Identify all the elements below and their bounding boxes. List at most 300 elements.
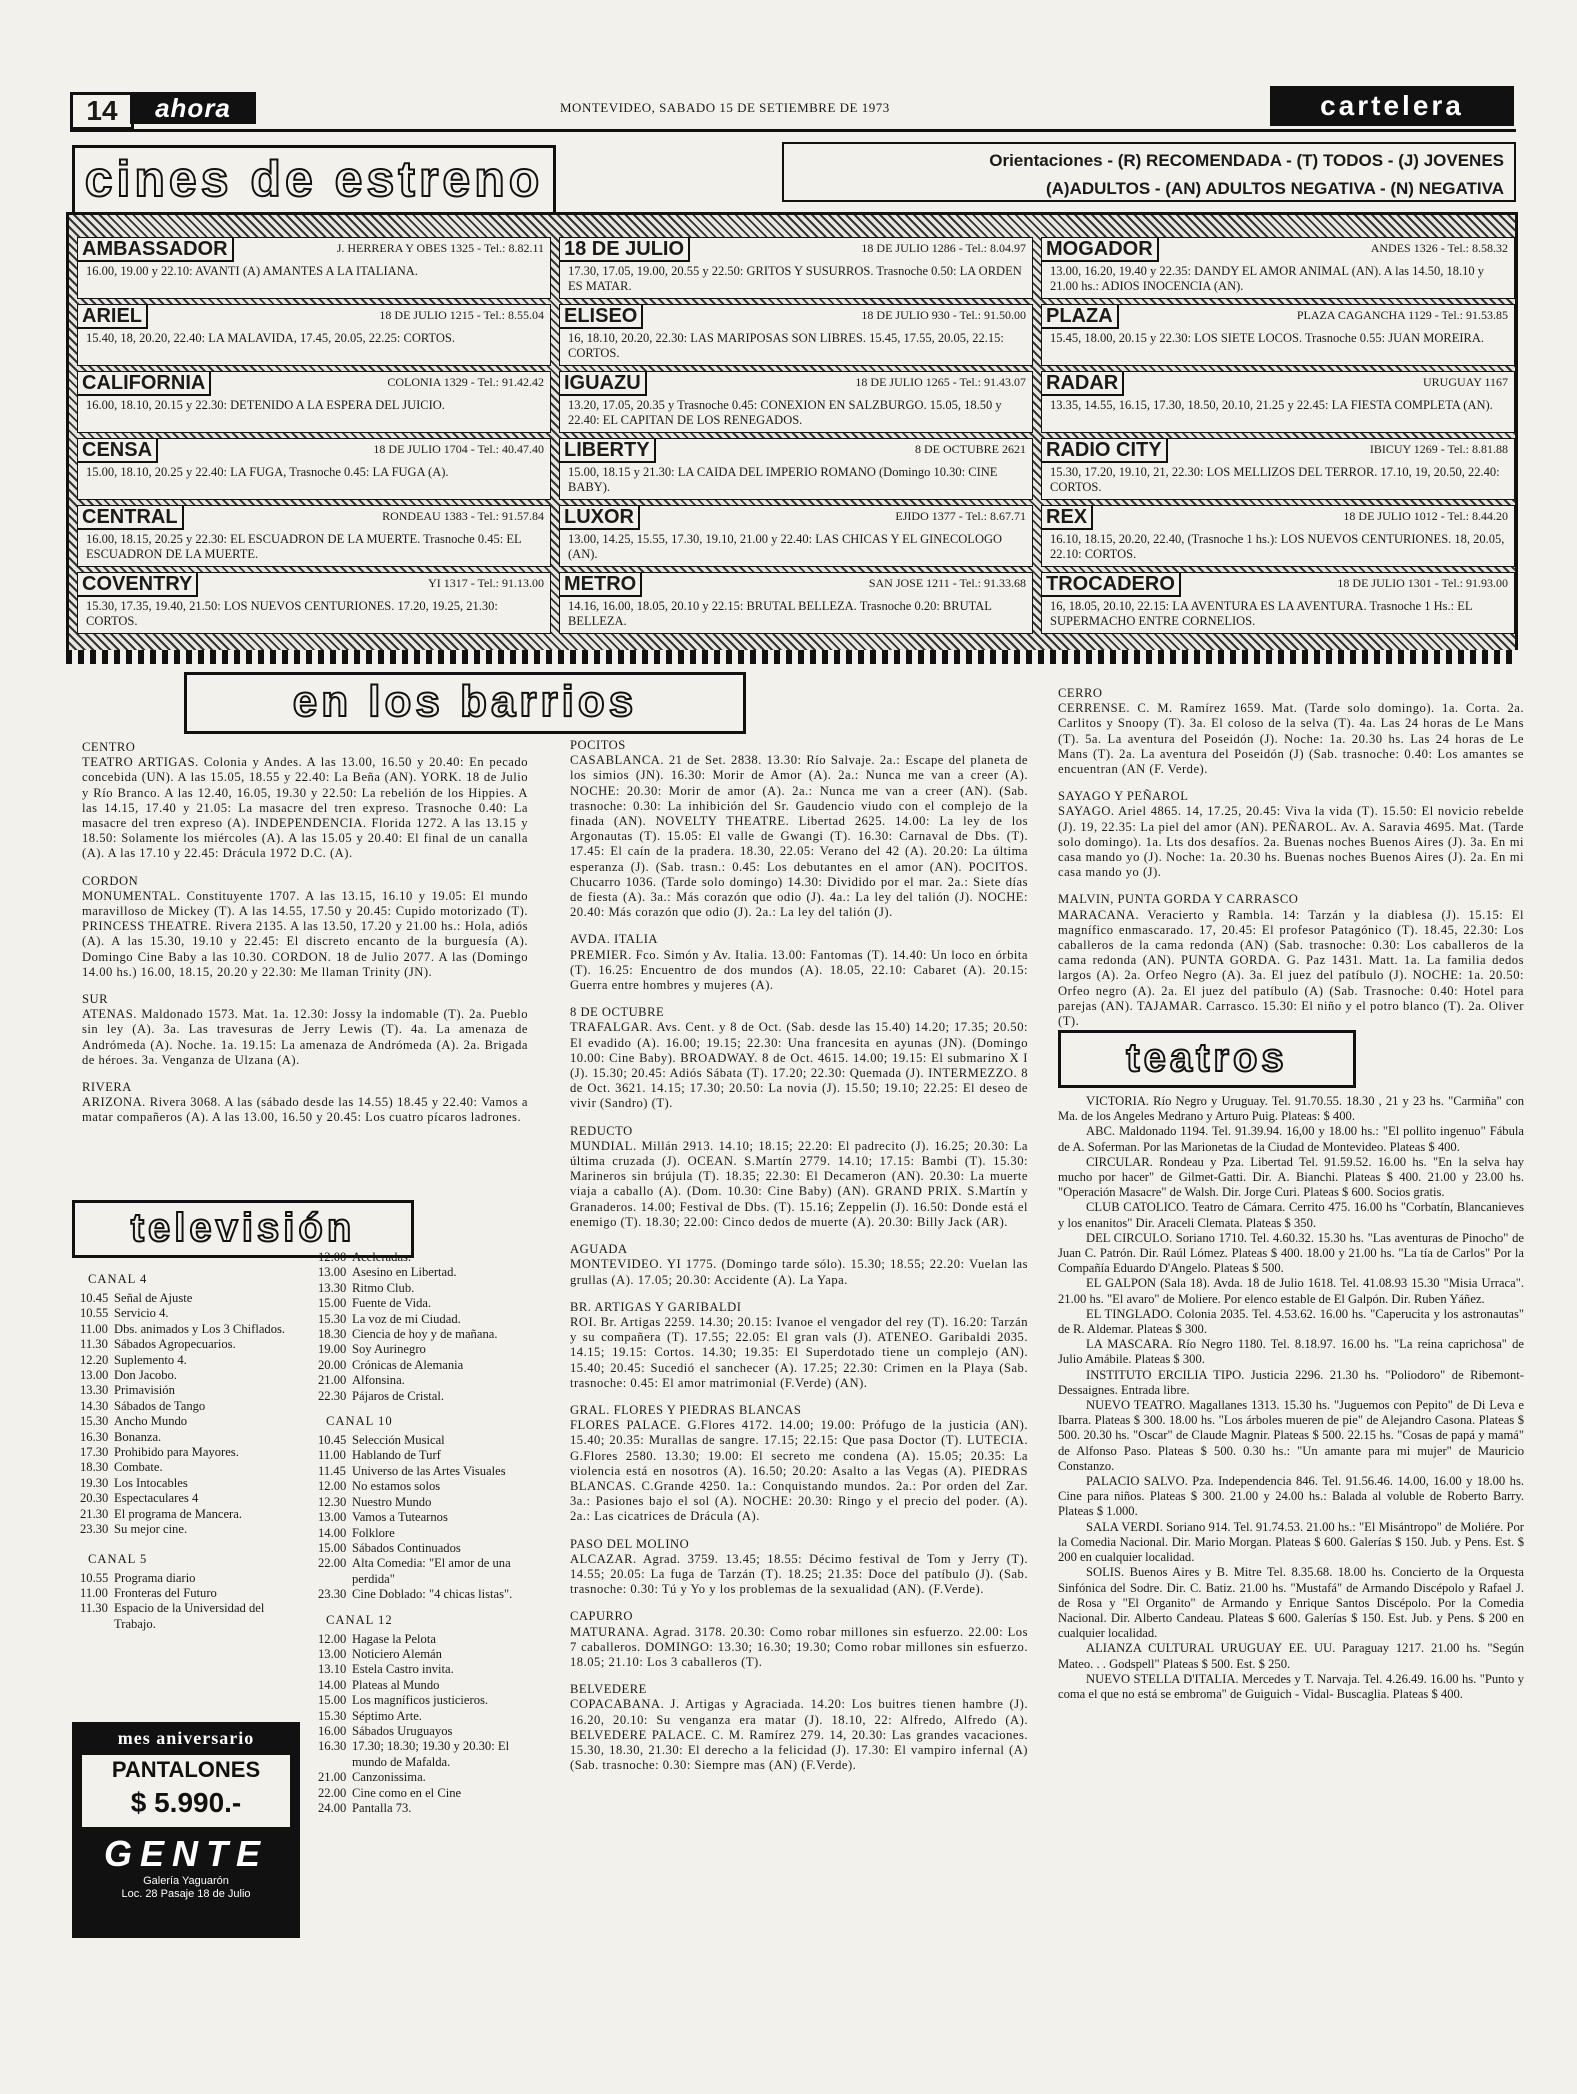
barrio-listings: ROI. Br. Artigas 2259. 14.30; 20.15: Ivanoe el vengador del rey (T). 16.20: Tarzán y su compañera (T). 17.55; 22.05: El gran vals (J). ATENEO. Garibaldi 2035. 14.15; 19.15: Cortos. 14.30; 19.35: El Superdotado tiene un complejo (AN). 15.40; 20.45: Sucedió el sanchecer (A). 17.25; 22.30: Crimen en la Playa (Sab. trasnoche: 0.45: El amor matrimonial (F.Verde) (AN). xyxy=(570,1314,1028,1390)
cines-title: cines de estreno xyxy=(72,145,556,215)
tv-time: 13.00 xyxy=(318,1646,347,1661)
teatro-listing: SOLIS. Buenos Aires y B. Mitre Tel. 8.35.68. 18.00 hs. Concierto de la Orquesta Sinfónica del Sodre. Dir. C. Batiz. 21.00 hs. "Mustafá" de Armando Discépolo y Rafael J. de Rosa y "El Organito" de Armando y Enrique Santos Discépolo. Por la Comedia Nacional. Dir. Alberto Candeau. Plateas $ 600. Galerías $ 150. Est. Jub. y Pens. $ 200 en cualquier localidad. xyxy=(1058,1565,1524,1641)
tv-time: 11.00 xyxy=(80,1321,108,1336)
page-number: 14 xyxy=(70,92,134,130)
cinema-name: 18 DE JULIO xyxy=(560,238,690,262)
tv-program xyxy=(80,1291,300,1306)
tv-title: Ancho Mundo xyxy=(114,1414,188,1429)
tv-program xyxy=(80,1337,300,1352)
canal10-title: CANAL 10 xyxy=(326,1414,393,1429)
tv-time: 20.00 xyxy=(318,1357,347,1372)
tv-time: 12.00 xyxy=(318,1250,347,1264)
teatro-listing: SALA VERDI. Soriano 914. Tel. 91.74.53. 21.00 hs.: "El Misántropo" de Moliére. Por la Comedia Nacional. Dir. Mario Morgan. Plateas $ 600. Galerías $ 150. Jub. y Pens. Est. $ 200 en cualquier localidad. xyxy=(1058,1519,1524,1565)
tv-title: Dbs. animados y Los 3 Chiflados. xyxy=(114,1321,286,1336)
barrio-listings: CERRENSE. C. M. Ramírez 1659. Mat. (Tarde solo domingo). 1a. Corta. 2a. Carlitos y Snoopy (T). 3a. El coloso de la selva (T). 4a. Las 24 horas de Le Mans (T). 5a. La aventura del Poseidón (J). Noche: 1a. 20.30 hs. Las 24 horas de Le Mans (T). 2a. La aventura del Poseidón (J) (Sab. trasnoche: 0.40: Los amantes se encuentran (AN (F. Verde). xyxy=(1058,701,1524,777)
cinema-name: PLAZA xyxy=(1042,305,1119,329)
cinema-listing xyxy=(559,371,1033,433)
cinema-listing xyxy=(1041,237,1515,299)
tv-title: Séptimo Arte. xyxy=(352,1708,422,1723)
tv-title: Crónicas de Alemania xyxy=(352,1357,464,1372)
teatro-listing: CIRCULAR. Rondeau y Pza. Libertad Tel. 91.59.52. 16.00 hs. "En la selva hay mucho por hacer" de Gilmet-Gatti. Dir. A. Bianchi. Plateas $ 400. 21.00 y 23.00 hs. "Operación Masacre" de Walsh. Dir. Jorge Curi. Plateas $ 600. Socios gratis. xyxy=(1058,1154,1524,1200)
barrio-section xyxy=(82,740,528,862)
cinema-address: URUGUAY 1167 xyxy=(1422,375,1508,389)
tv-column-1 xyxy=(80,1262,300,1632)
barrio-listings: MATURANA. Agrad. 3178. 20.30: Como robar millones sin esfuerzo. 22.00: Los 7 caballeros. DOMINGO: 13.30; 16.30; 19.30; Como robar millones sin esfuerzo. 18.05; 21.10: Los 3 caballeros (T). xyxy=(570,1624,1028,1669)
tv-program xyxy=(318,1632,524,1647)
cinema-name: IGUAZU xyxy=(560,372,647,396)
cinema-listing xyxy=(559,237,1033,299)
barrio-heading: CAPURRO xyxy=(570,1609,633,1624)
cinema-name: LUXOR xyxy=(560,506,640,530)
barrio-listings: MARACANA. Veracierto y Rambla. 14: Tarzán y la diablesa (J). 15.15: El magnífico enmascarado. 17, 20.45: El profesor Patagónico (T). 18.45, 22.30: Los caballeros de la cama redonda (AN) (Sab. trasnoche: 0.30: Los caballeros de la cama redonda (AN). PUNTA GORDA. G. Paz 1431. Matt. 1a. La familia dedos largos (A). 2a. Orfeo Negro (A). 3a. El juez del patíbulo (J). NOCHE: 1a. 20.50: Orfeo negro (A). 2a. El juez del patíbulo (A) (Sab. Trasnoche: 0.40: Hotel para parejas (AN). TAJAMAR. Carrasco. 15.30: El niño y el potro blanco (T). 2a. Oliver (T). xyxy=(1058,907,1524,1029)
barrio-heading: BR. ARTIGAS Y GARIBALDI xyxy=(570,1299,742,1314)
tv-title: La voz de mi Ciudad. xyxy=(352,1311,461,1326)
tv-title: No estamos solos xyxy=(352,1479,441,1494)
tv-program xyxy=(318,1448,524,1463)
tv-program xyxy=(80,1399,300,1414)
barrio-listings: TRAFALGAR. Avs. Cent. y 8 de Oct. (Sab. desde las 15.40) 14.20; 17.35; 20.50: El evadido (A). 16.00; 19.15; 22.30: Una francesita en ayunas (JN). (Domingo 10.00: Cine Baby). BROADWAY. 8 de Oct. 4615. 14.00; 19.15: El submarino X I (J). 15.30; 20.45: Adiós Sábata (T). 17.20; 22.30: Quemada (J). INTERMEZZO. 8 de Oct. 3621. 14.15; 17.30; 20.50: La novia (J). 15.50; 19.10; 22.25: El deseo de vivir (Sandro) (T). xyxy=(570,1020,1028,1111)
cinema-name: LIBERTY xyxy=(560,439,656,463)
tv-program xyxy=(318,1373,524,1388)
tv-title: Combate. xyxy=(114,1460,163,1475)
cinema-name: CENTRAL xyxy=(78,506,184,530)
canal5-title: CANAL 5 xyxy=(88,1551,148,1566)
tv-program xyxy=(80,1460,300,1475)
barrio-heading: 8 DE OCTUBRE xyxy=(570,1005,665,1020)
tv-program xyxy=(80,1601,300,1632)
tv-program xyxy=(318,1265,524,1280)
cinema-listing xyxy=(77,304,551,366)
dateline: MONTEVIDEO, SABADO 15 DE SETIEMBRE DE 1973 xyxy=(560,100,890,115)
barrio-section xyxy=(570,1300,1028,1391)
cinema-address: RONDEAU 1383 - Tel.: 91.57.84 xyxy=(382,509,544,523)
tv-program xyxy=(318,1709,524,1724)
barrio-section xyxy=(82,874,528,980)
tv-program xyxy=(318,1662,524,1677)
tv-title: Sábados de Tango xyxy=(114,1398,206,1413)
canal10-list xyxy=(318,1433,524,1602)
cinema-showtimes: 15.30, 17.20, 19.10, 21, 22.30: LOS MELLIZOS DEL TERROR. 17.10, 19, 20.50, 22.40: CORTOS. xyxy=(1050,465,1500,494)
barrio-section xyxy=(570,932,1028,993)
tv-time: 12.00 xyxy=(318,1631,347,1646)
cinema-address: 18 DE JULIO 1704 - Tel.: 40.47.40 xyxy=(373,442,544,456)
tv-program xyxy=(80,1522,300,1537)
barrio-heading: PASO DEL MOLINO xyxy=(570,1536,690,1551)
tv-program xyxy=(80,1353,300,1368)
ad-price: $ 5.990.- xyxy=(130,1787,242,1818)
cinema-address: COLONIA 1329 - Tel.: 91.42.42 xyxy=(387,375,544,389)
cinema-listing xyxy=(559,304,1033,366)
orientaciones-line1: Orientaciones - (R) RECOMENDADA - (T) TODOS - (J) JOVENES xyxy=(989,151,1504,170)
barrio-listings: MONUMENTAL. Constituyente 1707. A las 13.15, 16.10 y 19.05: El mundo maravilloso de Mickey (T). A las 14.55, 17.50 y 20.45: Cupido motorizado (T). PRINCESS THEATRE. Rivera 2135. A las 13.50, 17.20 y 21.00 hs.: Hola, adiós (A). A las 15.30, 19.10 y 22.45: El discreto encanto de la burguesía (A). Domingo Cine Baby a las 10.30. CORDON. 18 de Julio 2077. A las (Domingo 14.00 hs.) 16.00, 18.15, 20.20 y 22.30: Me llaman Trinity (JN). xyxy=(82,888,528,979)
cinema-showtimes: 13.20, 17.05, 20.35 y Trasnoche 0.45: CONEXION EN SALZBURGO. 15.05, 18.50 y 22.40: EL CAPITAN DE LOS RENEGADOS. xyxy=(568,398,1002,427)
tv-time: 21.30 xyxy=(80,1506,109,1521)
tv-program xyxy=(318,1693,524,1708)
barrio-section xyxy=(1058,892,1524,1029)
tv-time: 13.00 xyxy=(80,1368,109,1383)
tv-program xyxy=(318,1678,524,1693)
tv-program xyxy=(80,1507,300,1522)
cinema-showtimes: 16.00, 18.10, 20.15 y 22.30: DETENIDO A LA ESPERA DEL JUICIO. xyxy=(86,398,445,412)
tv-time: 19.00 xyxy=(318,1342,347,1357)
tv-time: 10.55 xyxy=(80,1306,109,1321)
cinema-address: PLAZA CAGANCHA 1129 - Tel.: 91.53.85 xyxy=(1296,308,1508,322)
teatro-listing: NUEVO TEATRO. Magallanes 1313. 15.30 hs. "Juguemos con Pepito" de Di Leva e Ibarra. Plateas $ 300. 18.00 hs. "Los árboles mueren de pie" de Alejandro Casona. Plateas $ 500. 20.30 hs. "Oscar" de Claude Magnir. Plateas $ 500. 22.15 hs. "Cosas de papá y mamá" de Alfonso Paso. Plateas $ 500. 0.30 hs.: "Un amante para mi mujer" de Mauricio Constanzo. xyxy=(1058,1398,1524,1473)
tv-program xyxy=(318,1647,524,1662)
ad-brand: GENTE xyxy=(103,1833,268,1874)
tv-title: Suplemento 4. xyxy=(114,1352,187,1367)
barrio-listings: ATENAS. Maldonado 1573. Mat. 1a. 12.30: Jossy la indomable (T). 2a. Pueblo sin ley (A). 3a. Las travesuras de Jerry Lewis (T). 4a. La amenaza de Andrómeda (A). Noche. 1a. 19.15: La amenaza de Andrómeda (A). 2a. Brigada de héroes. 3a. Venganza de Ulzana (A). xyxy=(82,1007,528,1067)
tv-title: Soy Aurinegro xyxy=(352,1342,426,1357)
canal4-list xyxy=(80,1291,300,1538)
teatro-listing: ABC. Maldonado 1194. Tel. 91.39.94. 16,00 y 18.00 hs.: "El pollito ingenuo" Fábula de A. Soferman. Por las Marionetas de la Ciudad de Montevideo. Plateas $ 400. xyxy=(1058,1124,1524,1154)
canal4-title: CANAL 4 xyxy=(88,1272,148,1286)
cinema-listing xyxy=(77,371,551,433)
cinema-name: RADIO CITY xyxy=(1042,439,1168,463)
cinema-showtimes: 16, 18.05, 20.10, 22.15: LA AVENTURA ES LA AVENTURA. Trasnoche 1 Hs.: EL SUPERMACHO ENTRE CORNELIOS. xyxy=(1050,599,1473,628)
tv-program xyxy=(318,1312,524,1327)
barrio-section xyxy=(570,1124,1028,1230)
tv-title: 17.30; 18.30; 19.30 y 20.30: El mundo de Mafalda. xyxy=(352,1739,510,1769)
barrio-section xyxy=(570,1242,1028,1288)
cinema-listing xyxy=(559,572,1033,634)
barrio-section xyxy=(82,1080,528,1126)
tv-time: 13.00 xyxy=(318,1265,347,1280)
tv-program xyxy=(80,1306,300,1321)
barrio-heading: MALVIN, PUNTA GORDA Y CARRASCO xyxy=(1058,892,1299,907)
tv-program xyxy=(318,1801,524,1816)
tv-title: Señal de Ajuste xyxy=(114,1291,193,1305)
tv-title: Aceleradas. xyxy=(352,1250,412,1264)
tv-title: Espacio de la Universidad del Trabajo. xyxy=(114,1601,265,1631)
tv-time: 15.00 xyxy=(318,1540,347,1555)
tv-program xyxy=(318,1770,524,1785)
tv-time: 17.30 xyxy=(80,1445,109,1460)
tv-program xyxy=(318,1342,524,1357)
cinema-name: ELISEO xyxy=(560,305,643,329)
tv-title: Prohibido para Mayores. xyxy=(114,1445,239,1460)
tv-program xyxy=(80,1383,300,1398)
tv-program xyxy=(80,1430,300,1445)
teatro-listing: CLUB CATOLICO. Teatro de Cámara. Cerrito 475. 16.00 hs "Corbatín, Blancanieves y los enanitos" Dir. Araceli Clemata. Plateas $ 350. xyxy=(1058,1200,1524,1230)
newspaper-brand: ahora xyxy=(130,92,256,124)
tv-time: 22.30 xyxy=(318,1388,347,1403)
tv-title: Estela Castro invita. xyxy=(352,1662,454,1677)
tv-time: 12.20 xyxy=(80,1352,109,1367)
canal12-list xyxy=(318,1632,524,1817)
tv-time: 14.00 xyxy=(318,1525,347,1540)
teatros-list xyxy=(1058,1094,1524,1702)
barrio-listings: TEATRO ARTIGAS. Colonia y Andes. A las 13.00, 16.50 y 20.40: En pecado concebida (UN). A las 15.05, 18.55 y 22.40: La Beña (AN). YORK. 18 de Julio y Río Branco. A las 12.40, 16.05, 19.30 y 22.50: La rebelión de los Hippies. A las 14.15, 17.40 y 21.05: La masacre del tren expreso. Trasnoche 0.40: La masacre del tren expreso (A). INDEPENDENCIA. Florida 1272. A las 13.15 y 18.50: Solamente los miércoles (A). A las 15.05 y 20.40: El final de un canalla (A). A las 17.10 y 22.45: Drácula 1972 D.C. (A). xyxy=(82,755,528,861)
tv-program xyxy=(318,1495,524,1510)
section-title: cartelera xyxy=(1270,86,1514,126)
tv-time: 20.30 xyxy=(80,1491,109,1506)
barrio-listings: MONTEVIDEO. YI 1775. (Domingo tarde sólo). 15.30; 18.55; 22.20: Vuelan las grullas (A). 17.05; 20.30: Accidente (A). La Yapa. xyxy=(570,1257,1028,1287)
tv-time: 12.30 xyxy=(318,1494,347,1509)
barrio-heading: BELVEDERE xyxy=(570,1682,647,1697)
barrios-title: en los barrios xyxy=(184,672,746,734)
tv-program xyxy=(318,1556,524,1587)
tv-title: Fuente de Vida. xyxy=(352,1296,432,1311)
tv-time: 21.00 xyxy=(318,1770,347,1785)
cinema-showtimes: 13.00, 16.20, 19.40 y 22.35: DANDY EL AMOR ANIMAL (AN). A las 14.50, 18.10 y 21.00 hs.: ADIOS INOCENCIA (AN). xyxy=(1050,264,1485,293)
tv-time: 15.00 xyxy=(318,1693,347,1708)
barrio-listings: FLORES PALACE. G.Flores 4172. 14.00; 19.00: Prófugo de la justicia (AN). 15.40; 20.35: Murallas de sangre. 17.15; 22.15: Que pasa Doctor (T). LUTECIA. G.Flores 2580. 13.30; 19.00: El secreto me condena (A). 15.05; 20.35: La violencia está en nosotros (A). 16.50; 20.20: Asalto a las Vegas (A). PIEDRAS BLANCAS. C.Grande 4250. 1a.: Conquistando mundos. 2a.: Por orden del Zar. 3a.: Pasiones bajo el sol (A). NOCHE: 20.30: Ringo y el precio del poder. (A). 2a.: Las cicatrices de Drácula (A). xyxy=(570,1418,1028,1524)
tv-title: Canzonissima. xyxy=(352,1770,426,1785)
barrio-listings: SAYAGO. Ariel 4865. 14, 17.25, 20.45: Viva la vida (T). 15.50: El novicio rebelde (J). 19, 22.35: La piel del amor (AN). PEÑAROL. Av. A. Saravia 4695. Mat. (Tarde solo domingo). 1a. Lts dos desafíos. 2a. Buenas noches Buenos Aires (J). 3a. En mi casa mando yo (J). Noche: 1a. 20.30 hs. Buenas noches Buenos Aires (J). 2a. En mi casa mando yo (J). xyxy=(1058,804,1524,880)
cinema-listing xyxy=(559,438,1033,500)
canal12-title: CANAL 12 xyxy=(326,1612,393,1627)
teatros-title: teatros xyxy=(1058,1030,1356,1088)
tv-program xyxy=(318,1433,524,1448)
tv-title: Los Intocables xyxy=(114,1475,188,1490)
tv-program xyxy=(318,1724,524,1739)
tv-title: Servicio 4. xyxy=(114,1306,169,1321)
tv-title: Pájaros de Cristal. xyxy=(352,1388,444,1403)
cinema-name: COVENTRY xyxy=(78,573,198,597)
tv-program xyxy=(80,1476,300,1491)
teatro-listing: PALACIO SALVO. Pza. Independencia 846. Tel. 91.56.46. 14.00, 16.00 y 18.00 hs. Cine para niños. Plateas $ 300. 21.00 y 24.00 hs.: Balada al voluble de Roberto Barry. Plateas $ 1.000. xyxy=(1058,1474,1524,1519)
cinema-grid xyxy=(66,212,1518,664)
tv-time: 15.30 xyxy=(318,1311,347,1326)
tv-time: 11.45 xyxy=(318,1463,346,1478)
barrio-heading: POCITOS xyxy=(570,738,626,752)
tv-title: Programa diario xyxy=(114,1570,196,1585)
cinema-listing xyxy=(1041,304,1515,366)
tv-program xyxy=(80,1322,300,1337)
tv-title: Pantalla 73. xyxy=(352,1801,412,1815)
barrio-section xyxy=(570,1682,1028,1773)
tv-title: Alfonsina. xyxy=(352,1373,405,1388)
barrio-listings: CASABLANCA. 21 de Set. 2838. 13.30: Río Salvaje. 2a.: Escape del planeta de los simios (JN). 16.30: Morir de Amor (A). 2a.: Nunca me van a creer (A). NOCHE: 20.30: Morir de amor (A). 2a.: Nunca me van a creer (AN). (Sab. trasnoche: 0.30: La inhibición del Sr. Gaudencio viudo con el complejo de la finada (AN). NOVELTY THEATRE. Libertad 2625. 14.00: La ley de los Argonautas (T). 15.05: El valle de Gwangi (T). 16.30: Carnaval de Dbs. (T). 17.45: El caín de la pradera. 18.30, 22.05: Verano del 42 (A). 20.20: La última esperanza (J). (Sab. trasn.: 0.45: Los debutantes en el amor (AN). POCITOS. Chucarro 1036. (Tarde solo domingo) 14.30: Dividido por el mar. 2a.: Siete días de fiesta (A). 3a.: Más corazón que odio (J). 4a.: La ley del talión (J). NOCHE: 20.40: Más corazón que odio (J). 2a.: La ley del talión (J). xyxy=(570,753,1028,920)
cinema-showtimes: 16.10, 18.15, 20.20, 22.40, (Trasnoche 1 hs.): LOS NUEVOS CENTURIONES. 18, 20.05, 22.10: CORTOS. xyxy=(1050,532,1505,561)
cinema-showtimes: 13.35, 14.55, 16.15, 17.30, 18.50, 20.10, 21.25 y 22.45: LA FIESTA COMPLETA (AN). xyxy=(1050,398,1493,412)
teatro-listing: EL TINGLADO. Colonia 2035. Tel. 4.53.62. 16.00 hs. "Caperucita y los astronautas" de R. Aldemar. Plateas $ 300. xyxy=(1058,1306,1524,1337)
tv-time: 10.45 xyxy=(318,1433,347,1448)
tv-program xyxy=(80,1414,300,1429)
barrio-section xyxy=(570,1005,1028,1111)
tv-time: 11.30 xyxy=(80,1601,108,1616)
barrio-section xyxy=(570,1609,1028,1670)
tv-time: 23.30 xyxy=(80,1522,109,1537)
barrios-column-3 xyxy=(1058,686,1524,1029)
ad-offer-box xyxy=(82,1755,290,1827)
tv-time: 11.00 xyxy=(80,1585,108,1600)
tv-time: 23.30 xyxy=(318,1587,347,1602)
tv-program xyxy=(318,1587,524,1602)
teatro-listing: DEL CIRCULO. Soriano 1710. Tel. 4.60.32. 15.30 hs. "Las aventuras de Pinocho" de Juan C. Patrón. Dir. Raúl Lómez. Plateas $ 400. 18.00 y 21.00 hs. "La tía de Carlos" Por la Compañía Eduardo D'Angelo. Plateas $ 500. xyxy=(1058,1230,1524,1276)
tv-title: Asesino en Libertad. xyxy=(352,1265,457,1280)
canal5-list xyxy=(80,1571,300,1633)
barrio-listings: MUNDIAL. Millán 2913. 14.10; 18.15; 22.20: El padrecito (J). 16.25; 20.30: La última cruzada (J). OCEAN. S.Martín 2779. 14.10; 17.15: Bambi (T). 15.30: Marineros sin brújula (T). 18.35; 22.30: El Decameron (AN). 20.30: La muerte viaja a caballo (A). (Dom. 10.30: Cine Baby) (AN). GRAND PRIX. S.Martín y Granaderos. 14.00; Festival de Dbs. (T). 15.16; Zeppelin (J). 16.50: Donde está el enemigo (T). 18.30; 22.00: Cinco dedos de muerte (A). 20.30: Billy Jack (AR). xyxy=(570,1138,1028,1229)
tv-time: 10.55 xyxy=(80,1570,109,1585)
tv-title: Ciencia de hoy y de mañana. xyxy=(352,1327,498,1342)
tv-title: Espectaculares 4 xyxy=(114,1491,199,1506)
teatro-listing: EL GALPON (Sala 18). Avda. 18 de Julio 1618. Tel. 41.08.93 15.30 "Misia Urraca". 21.00 hs. "El avaro" de Moliere. Por elenco estable de El Galpón. Dir. Ruben Yáñez. xyxy=(1058,1276,1524,1306)
cinema-listing xyxy=(77,505,551,567)
cinema-showtimes: 14.16, 16.00, 18.05, 20.10 y 22.15: BRUTAL BELLEZA. Trasnoche 0.20: BRUTAL BELLEZA. xyxy=(568,599,992,628)
cinema-address: 18 DE JULIO 930 - Tel.: 91.50.00 xyxy=(861,308,1026,322)
tv-time: 13.00 xyxy=(318,1510,347,1525)
tv-program xyxy=(318,1281,524,1296)
tv-title: Su mejor cine. xyxy=(114,1522,188,1537)
tv-time: 22.00 xyxy=(318,1556,347,1571)
gente-advertisement xyxy=(72,1722,300,1938)
tv-title: Folklore xyxy=(352,1525,395,1540)
tv-program xyxy=(80,1445,300,1460)
barrio-section xyxy=(1058,789,1524,880)
tv-program xyxy=(80,1491,300,1506)
tv-time: 14.00 xyxy=(318,1677,347,1692)
barrio-section xyxy=(570,738,1028,920)
cinema-showtimes: 13.00, 14.25, 15.55, 17.30, 19.10, 21.00 y 22.40: LAS CHICAS Y EL GINECOLOGO (AN). xyxy=(568,532,1003,561)
cinema-address: J. HERRERA Y OBES 1325 - Tel.: 8.82.11 xyxy=(336,241,544,255)
tv-time: 13.30 xyxy=(318,1280,347,1295)
tv-program xyxy=(318,1464,524,1479)
teatro-listing: INSTITUTO ERCILIA TIPO. Justicia 2296. 21.30 hs. "Poliodoro" de Ribemont- Dessaignes. Entrada libre. xyxy=(1058,1367,1524,1397)
tv-program xyxy=(80,1368,300,1383)
tv-time: 16.30 xyxy=(318,1739,347,1754)
tv-program xyxy=(80,1571,300,1586)
tv-program xyxy=(318,1541,524,1556)
tv-time: 22.00 xyxy=(318,1785,347,1800)
television-title: televisión xyxy=(72,1200,414,1258)
cinema-listing xyxy=(1041,505,1515,567)
tv-title: Don Jacobo. xyxy=(114,1368,177,1383)
cinema-showtimes: 16.00, 19.00 y 22.10: AVANTI (A) AMANTES A LA ITALIANA. xyxy=(86,264,418,278)
cinema-listing xyxy=(1041,371,1515,433)
cinema-address: 18 DE JULIO 1215 - Tel.: 8.55.04 xyxy=(379,308,544,322)
tv-title: Sábados Continuados xyxy=(352,1540,461,1555)
barrio-heading: GRAL. FLORES Y PIEDRAS BLANCAS xyxy=(570,1402,802,1417)
barrio-heading: SUR xyxy=(82,992,108,1007)
cinema-address: 18 DE JULIO 1012 - Tel.: 8.44.20 xyxy=(1343,509,1508,523)
cinema-showtimes: 15.40, 18, 20.20, 22.40: LA MALAVIDA, 17.45, 20.05, 22.25: CORTOS. xyxy=(86,331,455,345)
cinema-name: CALIFORNIA xyxy=(78,372,211,396)
barrio-listings: COPACABANA. J. Artigas y Agraciada. 14.20: Los buitres tienen hambre (J). 16.20, 20.10: Su venganza era matar (J). 18.10, 22: Alfredo, Alfredo (A). BELVEDERE PALACE. C. M. Ramírez 279. 14, 20.30: Las grandes vacaciones. 15.30, 18.30, 21.30: El derecho a la felicidad (J). 17.30: El vampiro infernal (A) (Sab. trasnoche: 0.30: Siempre mas (AN) (F.Verde). xyxy=(570,1697,1028,1773)
cinema-address: 18 DE JULIO 1301 - Tel.: 91.93.00 xyxy=(1337,576,1508,590)
tv-time: 21.00 xyxy=(318,1373,347,1388)
barrio-listings: PREMIER. Fco. Simón y Av. Italia. 13.00: Fantomas (T). 14.40: Un loco en órbita (T). 16.25: Encuentro de dos mundos (A). 18.05, 22.10: Cabaret (A). 20.15: Guerra entre hombres y mujeres (A). xyxy=(570,947,1028,993)
cinema-name: ARIEL xyxy=(78,305,148,329)
cinema-name: RADAR xyxy=(1042,372,1124,396)
tv-time: 13.30 xyxy=(80,1383,109,1398)
cinema-showtimes: 15.30, 17.35, 19.40, 21.50: LOS NUEVOS CENTURIONES. 17.20, 19.25, 21.30: CORTOS. xyxy=(86,599,498,628)
cinema-listing xyxy=(77,237,551,299)
teatro-listing: VICTORIA. Río Negro y Uruguay. Tel. 91.70.55. 18.30 , 21 y 23 hs. "Carmiña" con Ma. de los Angeles Medrano y Arturo Puig. Plateas: $ 400. xyxy=(1058,1094,1524,1124)
cinema-listing xyxy=(1041,438,1515,500)
teatro-listing: ALIANZA CULTURAL URUGUAY EE. UU. Paraguay 1217. 21.00 hs. "Según Mateo. . . Godspell" Plateas $ 500. Est. $ 250. xyxy=(1058,1641,1524,1671)
cinema-address: 8 DE OCTUBRE 2621 xyxy=(915,442,1026,456)
cinema-name: TROCADERO xyxy=(1042,573,1181,597)
tv-time: 13.10 xyxy=(318,1662,347,1677)
tv-program xyxy=(318,1327,524,1342)
orientaciones-line2: (A)ADULTOS - (AN) ADULTOS NEGATIVA - (N) NEGATIVA xyxy=(1045,179,1504,198)
tv-program xyxy=(318,1250,524,1265)
ad-location: Galería Yaguarón xyxy=(143,1875,229,1887)
tv-program xyxy=(318,1526,524,1541)
tv-time: 14.30 xyxy=(80,1398,109,1413)
tv-title: Ritmo Club. xyxy=(352,1280,415,1295)
cinema-name: AMBASSADOR xyxy=(78,238,234,262)
tv-title: Sábados Uruguayos xyxy=(352,1723,453,1738)
ad-headline: mes aniversario xyxy=(117,1728,255,1748)
barrios-column-1 xyxy=(82,740,528,1126)
cinema-name: MOGADOR xyxy=(1042,238,1159,262)
cinema-showtimes: 15.00, 18.10, 20.25 y 22.40: LA FUGA, Trasnoche 0.45: LA FUGA (A). xyxy=(86,465,449,479)
tv-time: 10.45 xyxy=(80,1291,109,1305)
tv-title: Alta Comedia: "El amor de una perdida" xyxy=(352,1556,511,1586)
cinema-showtimes: 16, 18.10, 20.20, 22.30: LAS MARIPOSAS SON LIBRES. 15.45, 17.55, 20.05, 22.15: CORTOS. xyxy=(568,331,1004,360)
barrio-listings: ALCAZAR. Agrad. 3759. 13.45; 18.55: Décimo festival de Tom y Jerry (T). 14.55; 20.05: La fuga de Tarzán (T). 18.25; 21.35: Doce del patíbulo (J). (Sab. trasnoche: 0.30: Tú y Yo y los problemas de la sexualidad (AN). (F.Verde). xyxy=(570,1551,1028,1597)
cinema-address: EJIDO 1377 - Tel.: 8.67.71 xyxy=(895,509,1026,523)
tv-title: Hablando de Turf xyxy=(352,1448,441,1463)
grid-border-bottom xyxy=(66,650,1518,664)
teatro-listing: LA MASCARA. Río Negro 1180. Tel. 8.18.97. 16.00 hs. "La reina caprichosa" de Julio Amábile. Plateas $ 300. xyxy=(1058,1337,1524,1367)
tv-title: Nuestro Mundo xyxy=(352,1494,432,1509)
tv-program xyxy=(318,1358,524,1373)
tv-column-2 xyxy=(318,1250,524,1816)
barrio-section xyxy=(570,1537,1028,1598)
tv-title: Sábados Agropecuarios. xyxy=(114,1337,236,1352)
cinema-name: REX xyxy=(1042,506,1093,530)
cinema-listing xyxy=(559,505,1033,567)
teatro-listing: NUEVO STELLA D'ITALIA. Mercedes y T. Narvaja. Tel. 4.26.49. 16.00 hs. "Punto y coma el que no está se embroma" de Guiguich - Vidal- Buscaglia. Plateas $ 400. xyxy=(1058,1671,1524,1701)
tv-time: 15.30 xyxy=(318,1708,347,1723)
tv-time: 18.30 xyxy=(318,1327,347,1342)
tv-title: Plateas al Mundo xyxy=(352,1677,440,1692)
tv-title: Vamos a Tutearnos xyxy=(352,1510,448,1525)
tv-program xyxy=(318,1389,524,1404)
cinema-address: IBICUY 1269 - Tel.: 8.81.88 xyxy=(1369,442,1508,456)
barrio-section xyxy=(82,992,528,1068)
tv-title: Hagase la Pelota xyxy=(352,1631,436,1646)
tv-title: Los magníficos justicieros. xyxy=(352,1693,489,1708)
cinema-listing xyxy=(77,572,551,634)
cinema-showtimes: 17.30, 17.05, 19.00, 20.55 y 22.50: GRITOS Y SUSURROS. Trasnoche 0.50: LA ORDEN ES MATAR. xyxy=(568,264,1022,293)
tv-program xyxy=(318,1739,524,1770)
tv-title: Cine Doblado: "4 chicas listas". xyxy=(352,1587,513,1602)
tv-time: 15.00 xyxy=(318,1296,347,1311)
barrio-heading: CORDON xyxy=(82,873,139,888)
barrio-heading: SAYAGO Y PEÑAROL xyxy=(1058,789,1189,804)
tv-time: 24.00 xyxy=(318,1801,347,1815)
tv-time: 19.30 xyxy=(80,1475,109,1490)
tv-time: 16.30 xyxy=(80,1429,109,1444)
orientaciones-box xyxy=(782,142,1516,202)
barrio-heading: AVDA. ITALIA xyxy=(570,932,659,947)
header-rule xyxy=(70,129,1516,132)
cinema-address: SAN JOSE 1211 - Tel.: 91.33.68 xyxy=(868,576,1026,590)
ad-address: Loc. 28 Pasaje 18 de Julio xyxy=(121,1888,251,1900)
tv-title: Noticiero Alemán xyxy=(352,1646,442,1661)
canal12-top-list xyxy=(318,1250,524,1404)
tv-program xyxy=(318,1510,524,1525)
tv-program xyxy=(318,1296,524,1311)
barrio-heading: REDUCTO xyxy=(570,1123,633,1138)
tv-title: Cine como en el Cine xyxy=(352,1785,462,1800)
tv-time: 11.30 xyxy=(80,1337,108,1352)
cinema-address: 18 DE JULIO 1286 - Tel.: 8.04.97 xyxy=(861,241,1026,255)
tv-program xyxy=(80,1586,300,1601)
tv-time: 16.00 xyxy=(318,1723,347,1738)
tv-time: 12.00 xyxy=(318,1479,347,1494)
tv-title: Fronteras del Futuro xyxy=(114,1585,217,1600)
cinema-address: ANDES 1326 - Tel.: 8.58.32 xyxy=(1370,241,1508,255)
barrios-column-2 xyxy=(570,738,1028,1773)
barrio-heading: AGUADA xyxy=(570,1242,628,1257)
barrio-section xyxy=(570,1403,1028,1525)
